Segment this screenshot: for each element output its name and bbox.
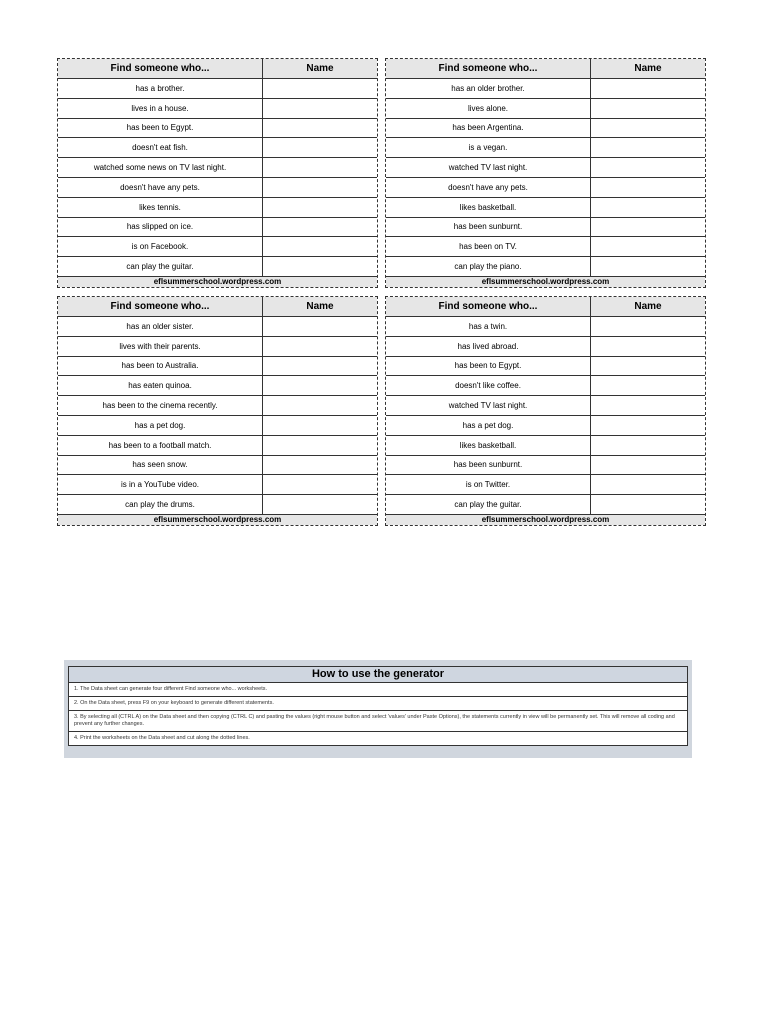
table-row — [58, 79, 377, 99]
name-header: Name — [263, 59, 378, 79]
name-cell — [591, 118, 706, 138]
statement-cell: has been sunburnt. — [386, 217, 591, 237]
name-cell — [591, 475, 706, 495]
worksheet-card-2 — [385, 58, 706, 288]
statement-cell: lives in a house. — [58, 98, 263, 118]
statement-cell: doesn't like coffee. — [386, 376, 591, 396]
card-footer-url: eflsummerschool.wordpress.com — [58, 515, 377, 525]
howto-step: 4. Print the worksheets on the Data sheet and cut along the dotted lines. — [74, 735, 250, 741]
statement-cell: watched TV last night. — [386, 396, 591, 416]
find-someone-header: Find someone who... — [386, 59, 591, 79]
howto-box — [68, 666, 688, 746]
table-header-row — [58, 59, 377, 79]
statement-cell: has a pet dog. — [386, 415, 591, 435]
table-row — [386, 118, 705, 138]
name-cell — [263, 177, 378, 197]
howto-title: How to use the generator — [69, 667, 687, 683]
table-row — [386, 317, 705, 337]
worksheet-card-1 — [57, 58, 378, 288]
name-cell — [591, 317, 706, 337]
name-cell — [263, 158, 378, 178]
howto-step: 2. On the Data sheet, press F9 on your keyboard to generate different statements. — [69, 697, 687, 711]
table-row — [58, 336, 377, 356]
table-row — [58, 138, 377, 158]
statement-cell: has been Argentina. — [386, 118, 591, 138]
table-row — [58, 177, 377, 197]
name-cell — [591, 79, 706, 99]
table-row — [58, 118, 377, 138]
table-row — [58, 98, 377, 118]
name-cell — [263, 455, 378, 475]
name-cell — [263, 79, 378, 99]
table-row — [58, 356, 377, 376]
table-row — [386, 98, 705, 118]
table-row — [386, 177, 705, 197]
statement-cell: has been to Egypt. — [386, 356, 591, 376]
table-row — [58, 415, 377, 435]
name-cell — [263, 118, 378, 138]
table-header-row — [386, 297, 705, 317]
card-footer-url: eflsummerschool.wordpress.com — [386, 515, 705, 525]
name-cell — [591, 237, 706, 257]
statement-cell: can play the drums. — [58, 495, 263, 515]
find-someone-header: Find someone who... — [386, 297, 591, 317]
card-footer-url: eflsummerschool.wordpress.com — [386, 277, 705, 287]
statement-cell: likes basketball. — [386, 197, 591, 217]
statement-cell: doesn't eat fish. — [58, 138, 263, 158]
name-cell — [591, 177, 706, 197]
statement-cell: has been on TV. — [386, 237, 591, 257]
name-cell — [591, 455, 706, 475]
name-cell — [263, 415, 378, 435]
table-row — [386, 356, 705, 376]
howto-panel — [64, 660, 692, 758]
statement-cell: doesn't have any pets. — [58, 177, 263, 197]
name-cell — [263, 435, 378, 455]
table-row — [386, 415, 705, 435]
name-cell — [263, 138, 378, 158]
statement-cell: lives with their parents. — [58, 336, 263, 356]
name-header: Name — [263, 297, 378, 317]
statement-cell: is on Twitter. — [386, 475, 591, 495]
find-someone-header: Find someone who... — [58, 297, 263, 317]
statement-cell: has been to a football match. — [58, 435, 263, 455]
table-row — [386, 197, 705, 217]
name-cell — [591, 336, 706, 356]
table-row — [58, 455, 377, 475]
worksheet-table — [386, 59, 705, 277]
name-cell — [591, 257, 706, 277]
statement-cell: can play the guitar. — [58, 257, 263, 277]
table-row — [58, 475, 377, 495]
statement-cell: doesn't have any pets. — [386, 177, 591, 197]
name-cell — [591, 495, 706, 515]
table-row — [386, 158, 705, 178]
table-row — [386, 396, 705, 416]
table-row — [386, 455, 705, 475]
name-cell — [591, 435, 706, 455]
table-row — [58, 197, 377, 217]
name-cell — [263, 356, 378, 376]
name-header: Name — [591, 297, 706, 317]
table-row — [386, 79, 705, 99]
statement-cell: has lived abroad. — [386, 336, 591, 356]
worksheet-table — [58, 297, 377, 515]
table-row — [58, 435, 377, 455]
worksheet-table — [58, 59, 377, 277]
table-row — [386, 217, 705, 237]
table-row — [386, 257, 705, 277]
name-cell — [263, 475, 378, 495]
statement-cell: can play the guitar. — [386, 495, 591, 515]
statement-cell: has eaten quinoa. — [58, 376, 263, 396]
howto-step: 1. The Data sheet can generate four different Find someone who... worksheets. — [69, 683, 687, 697]
statement-cell: can play the piano. — [386, 257, 591, 277]
statement-cell: has been to Australia. — [58, 356, 263, 376]
name-cell — [263, 197, 378, 217]
statement-cell: likes basketball. — [386, 435, 591, 455]
statement-cell: has a twin. — [386, 317, 591, 337]
statement-cell: has slipped on ice. — [58, 217, 263, 237]
name-cell — [591, 376, 706, 396]
statement-cell: has an older brother. — [386, 79, 591, 99]
table-row — [58, 317, 377, 337]
name-cell — [263, 98, 378, 118]
table-row — [386, 376, 705, 396]
table-row — [386, 495, 705, 515]
table-row — [58, 257, 377, 277]
table-row — [386, 237, 705, 257]
statement-cell: has an older sister. — [58, 317, 263, 337]
name-cell — [263, 396, 378, 416]
worksheet-card-4 — [385, 296, 706, 526]
name-cell — [263, 336, 378, 356]
statement-cell: is a vegan. — [386, 138, 591, 158]
name-cell — [263, 237, 378, 257]
statement-cell: watched some news on TV last night. — [58, 158, 263, 178]
statement-cell: has seen snow. — [58, 455, 263, 475]
table-row — [58, 376, 377, 396]
name-cell — [591, 396, 706, 416]
name-cell — [263, 317, 378, 337]
statement-cell: has been to the cinema recently. — [58, 396, 263, 416]
howto-step: 3. By selecting all (CTRL A) on the Data sheet and then copying (CTRL C) and pasting the values (right mouse button and select 'values' under Paste Options), the statements currently in view will be permanently set. This will remove all coding and prevent any further changes. — [69, 711, 687, 732]
name-cell — [263, 376, 378, 396]
name-cell — [591, 197, 706, 217]
statement-cell: watched TV last night. — [386, 158, 591, 178]
table-header-row — [58, 297, 377, 317]
name-cell — [591, 217, 706, 237]
statement-cell: has a pet dog. — [58, 415, 263, 435]
table-row — [58, 158, 377, 178]
statement-cell: has a brother. — [58, 79, 263, 99]
find-someone-header: Find someone who... — [58, 59, 263, 79]
card-footer-url: eflsummerschool.wordpress.com — [58, 277, 377, 287]
name-cell — [591, 356, 706, 376]
table-row — [58, 396, 377, 416]
statement-cell: lives alone. — [386, 98, 591, 118]
name-cell — [263, 495, 378, 515]
table-row — [386, 138, 705, 158]
name-cell — [591, 98, 706, 118]
name-cell — [263, 257, 378, 277]
table-row — [386, 336, 705, 356]
worksheet-table — [386, 297, 705, 515]
table-row — [58, 217, 377, 237]
statement-cell: is on Facebook. — [58, 237, 263, 257]
table-row — [386, 475, 705, 495]
table-row — [386, 435, 705, 455]
table-header-row — [386, 59, 705, 79]
name-cell — [591, 138, 706, 158]
statement-cell: has been sunburnt. — [386, 455, 591, 475]
name-cell — [263, 217, 378, 237]
name-cell — [591, 415, 706, 435]
table-row — [58, 237, 377, 257]
name-cell — [591, 158, 706, 178]
name-header: Name — [591, 59, 706, 79]
statement-cell: is in a YouTube video. — [58, 475, 263, 495]
statement-cell: has been to Egypt. — [58, 118, 263, 138]
worksheet-card-3 — [57, 296, 378, 526]
statement-cell: likes tennis. — [58, 197, 263, 217]
table-row — [58, 495, 377, 515]
